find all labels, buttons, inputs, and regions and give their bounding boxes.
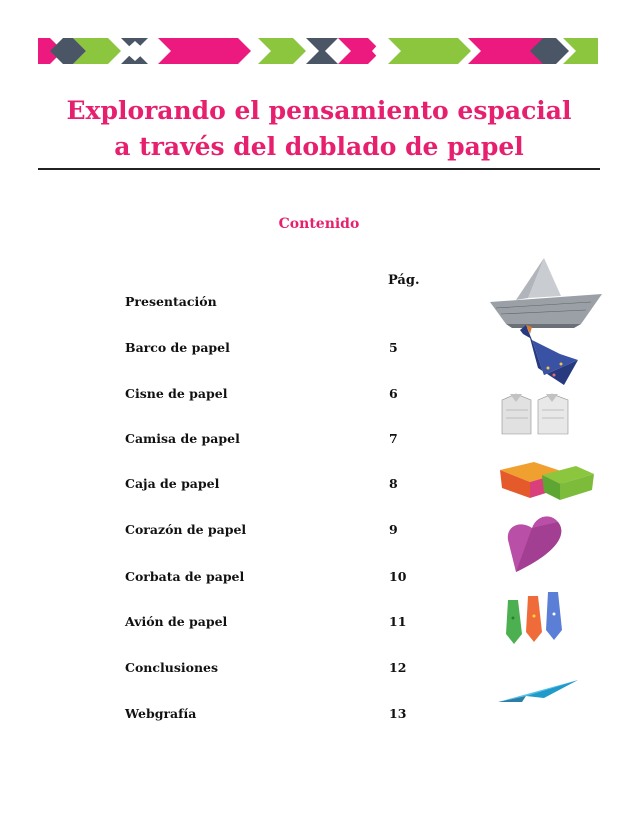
decorative-banner	[38, 38, 598, 64]
toc-entry-page: 11	[389, 614, 407, 629]
document-title-line-2: a través del doblado de papel	[114, 132, 524, 161]
toc-entry-page: 12	[389, 660, 407, 675]
origami-illustrations	[486, 250, 606, 720]
toc-entry-title: Cisne de papel	[125, 386, 228, 401]
toc-entry-title: Corazón de papel	[125, 522, 247, 537]
document-title-line-1: Explorando el pensamiento espacial	[66, 96, 572, 125]
toc-entry-page: 7	[389, 431, 398, 446]
toc-entry-page: 9	[389, 522, 398, 537]
page-column-label: Pág.	[388, 273, 420, 288]
toc-entry-title: Avión de papel	[125, 614, 228, 629]
toc-entry-title: Conclusiones	[125, 660, 219, 675]
paper-heart-image	[508, 516, 561, 572]
paper-ties-image	[506, 592, 562, 644]
toc-entry-title: Presentación	[125, 294, 217, 309]
title-divider	[38, 168, 600, 170]
paper-box-image	[500, 462, 594, 500]
toc-entry-page: 8	[389, 476, 398, 491]
toc-entry-page: 13	[389, 706, 407, 721]
toc-entry-title: Webgrafía	[125, 706, 197, 721]
banner-pink-segment	[158, 38, 251, 64]
toc-entry-title: Camisa de papel	[125, 431, 240, 446]
toc-entry-page: 10	[389, 569, 407, 584]
paper-shirt-image	[502, 394, 568, 434]
toc-entry-page: 6	[389, 386, 398, 401]
paper-swan-image	[520, 325, 578, 385]
toc-heading: Contenido	[278, 216, 360, 232]
paper-airplane-image	[498, 680, 578, 702]
toc-entry-title: Caja de papel	[125, 476, 220, 491]
toc-entry-title: Corbata de papel	[125, 569, 245, 584]
toc-entry-title: Barco de papel	[125, 340, 230, 355]
paper-boat-image	[490, 258, 602, 328]
toc-entry-page: 5	[389, 340, 398, 355]
